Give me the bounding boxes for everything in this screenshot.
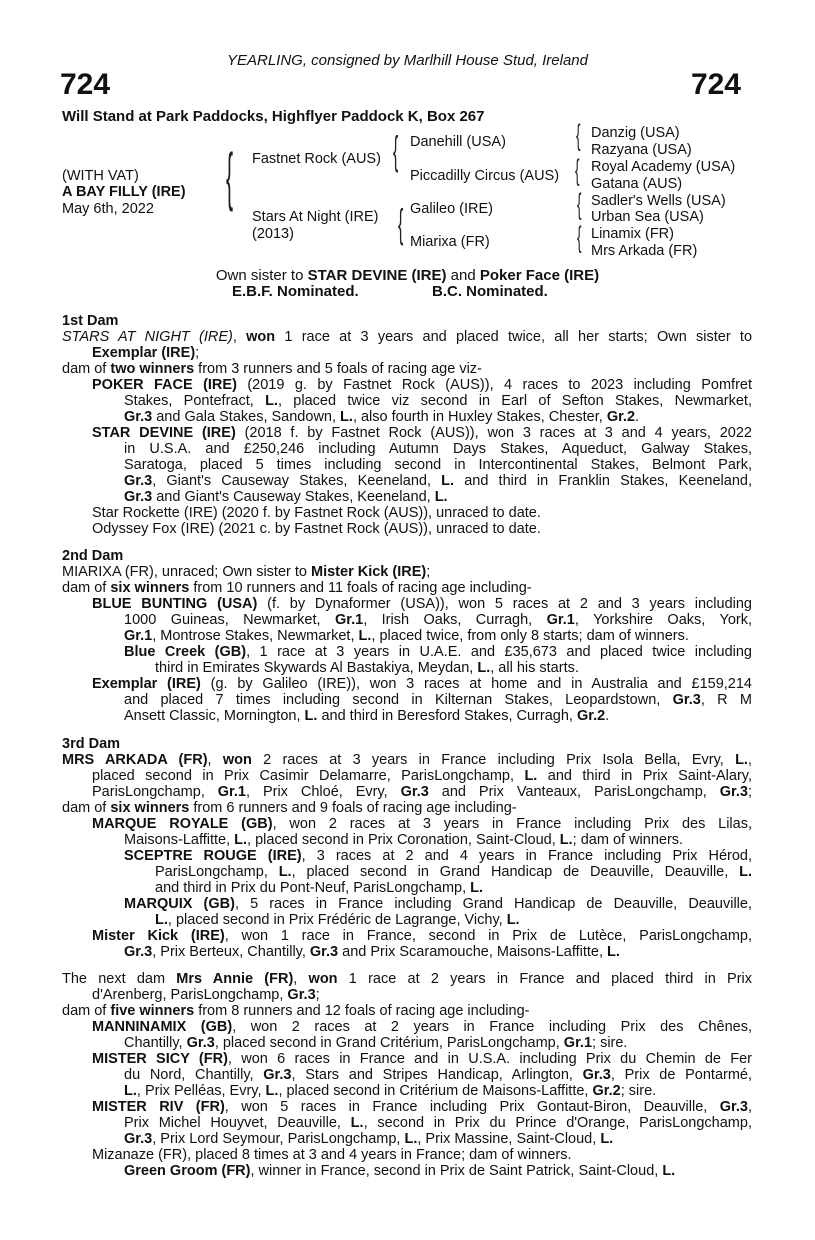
text-line: Gr.1, Montrose Stakes, Newmarket, L., placed twice, from only 8 starts; dam of winners. [124,628,689,644]
dam-dam: Miarixa (FR) [410,234,490,250]
text-line: POKER FACE (IRE) (2019 g. by Fastnet Rock (AUS)), 4 races to 2023 including Pomfret [92,377,752,393]
sire-sire: Danehill (USA) [410,134,506,150]
vat-note: (WITH VAT) [62,168,139,184]
text-line: Gr.3 and Giant's Causeway Stakes, Keeneland, L. [124,489,448,505]
dam-sire: Galileo (IRE) [410,201,493,217]
section-heading: 3rd Dam [62,736,121,752]
sire-dam: Piccadilly Circus (AUS) [410,168,560,184]
text-line: Gr.3 and Gala Stakes, Sandown, L., also fourth in Huxley Stakes, Chester, Gr.2. [124,409,640,425]
subject-name: A BAY FILLY (IRE) [62,184,186,200]
text-line: Star Rockette (IRE) (2020 f. by Fastnet Rock (AUS)), unraced to date. [92,505,541,521]
text-line: MANNINAMIX (GB), won 2 races at 2 years in France including Prix des Chênes, [92,1019,752,1035]
text-line: MIARIXA (FR), unraced; Own sister to Mister Kick (IRE); [62,564,431,580]
text-line: Prix Michel Houyvet, Deauville, L., second in Prix du Prince d'Orange, ParisLongchamp, [124,1115,752,1131]
text-line: Stakes, Pontefract, L., placed twice viz second in Earl of Sefton Stakes, Newmarket, [124,393,752,409]
text-line: dam of six winners from 6 runners and 9 foals of racing age including- [62,800,517,816]
consignment-line: YEARLING, consigned by Marlhill House Stud, Ireland [226,52,588,69]
text-line: Gr.3, Giant's Causeway Stakes, Keeneland, L. and third in Franklin Stakes, Keeneland, [124,473,752,489]
text-line: Blue Creek (GB), 1 race at 3 years in U.A.E. and £35,673 and placed twice including [124,644,752,660]
bc-nominated: B.C. Nominated. [432,283,548,300]
text-line: in U.S.A. and £250,246 including Autumn Days Stakes, Aqueduct, Galway Stakes, [124,441,752,457]
text-line: L., Prix Pelléas, Evry, L., placed second in Critérium de Maisons-Laffitte, Gr.2; sire. [124,1083,657,1099]
text-line: ParisLongchamp, L., placed second in Grand Handicap de Deauville, Deauville, L. [155,864,753,880]
brace-main: { [226,140,234,212]
text-line: STARS AT NIGHT (IRE), won 1 race at 3 years and placed twice, all her starts; Own sister to [62,329,753,345]
text-line: Gr.3, Prix Lord Seymour, ParisLongchamp, L., Prix Massine, Saint-Cloud, L. [124,1131,614,1147]
gg-sdd: Gatana (AUS) [591,176,683,192]
text-line: Ansett Classic, Mornington, L. and third in Beresford Stakes, Curragh, Gr.2. [124,708,610,724]
brace-sire: { [393,129,399,173]
text-line: STAR DEVINE (IRE) (2018 f. by Fastnet Rock (AUS)), won 3 races at 3 and 4 years, 2022 [92,425,752,441]
brace-dd: { [577,221,582,254]
lot-number-right: 724 [690,68,741,101]
text-line: dam of two winners from 3 runners and 5 foals of racing age viz- [62,361,482,377]
subject-dob: May 6th, 2022 [62,201,154,217]
text-line: Chantilly, Gr.3, placed second in Grand Critérium, ParisLongchamp, Gr.1; sire. [124,1035,628,1051]
text-line: d'Arenberg, ParisLongchamp, Gr.3; [92,987,320,1003]
brace-dam: { [398,202,404,246]
text-line: MISTER SICY (FR), won 6 races in France and in U.S.A. including Prix du Chemin de Fer [92,1051,752,1067]
text-line: Green Groom (FR), winner in France, second in Prix de Saint Patrick, Saint-Cloud, L. [124,1163,676,1179]
own-sister-note: Own sister to STAR DEVINE (IRE) and Poker Face (IRE) [215,267,600,284]
text-line: 1000 Guineas, Newmarket, Gr.1, Irish Oaks, Curragh, Gr.1, Yorkshire Oaks, York, [124,612,752,628]
brace-ds: { [577,188,582,221]
text-line: du Nord, Chantilly, Gr.3, Stars and Stripes Handicap, Arlington, Gr.3, Prix de Pontarmé, [124,1067,753,1083]
dam: Stars At Night (IRE) [252,209,379,225]
text-line: SCEPTRE ROUGE (IRE), 3 races at 2 and 4 years in France including Prix Hérod, [124,848,752,864]
gg-ssd: Razyana (USA) [591,142,692,158]
section-heading: 1st Dam [62,313,119,329]
text-line: third in Emirates Skywards Al Bastakiya, Meydan, L., all his starts. [155,660,579,676]
text-line: BLUE BUNTING (USA) (f. by Dynaformer (USA)), won 5 races at 2 and 3 years including [92,596,752,612]
brace-sd: { [575,154,580,187]
text-line: dam of five winners from 8 runners and 12 foals of racing age including- [62,1003,530,1019]
text-line: L., placed second in Prix Frédéric de Lagrange, Vichy, L. [155,912,520,928]
text-line: MARQUE ROYALE (GB), won 2 races at 3 years in France including Prix des Lilas, [92,816,752,832]
stand-location: Will Stand at Park Paddocks, Highflyer Paddock K, Box 267 [62,108,485,125]
text-line: Exemplar (IRE) (g. by Galileo (IRE)), won 3 races at home and in Australia and £159,214 [92,676,752,692]
lot-number-left: 724 [60,68,111,101]
ebf-nominated: E.B.F. Nominated. [232,283,359,300]
text-line: Saratoga, placed 5 times including second in Intercontinental Stakes, Belmont Park, [124,457,752,473]
text-line: MISTER RIV (FR), won 5 races in France including Prix Gontaut-Biron, Deauville, Gr.3, [92,1099,752,1115]
first-dam-section [62,313,752,537]
text-line: dam of six winners from 10 runners and 11 foals of racing age including- [62,580,532,596]
gg-sss: Danzig (USA) [591,125,680,141]
second-dam-section [62,548,752,724]
text-line: MARQUIX (GB), 5 races in France including Grand Handicap de Deauville, Deauville, [124,896,752,912]
text-line: MRS ARKADA (FR), won 2 races at 3 years in France including Prix Isola Bella, Evry, L., [62,752,752,768]
text-line: The next dam Mrs Annie (FR), won 1 race at 2 years in France and placed third in Prix [62,971,753,987]
gg-sds: Royal Academy (USA) [591,159,736,175]
gg-ddd: Mrs Arkada (FR) [591,243,698,259]
text-line: Mister Kick (IRE), won 1 race in France, second in Prix de Lutèce, ParisLongchamp, [92,928,752,944]
text-line: Mizanaze (FR), placed 8 times at 3 and 4 years in France; dam of winners. [92,1147,572,1163]
text-line: Maisons-Laffitte, L., placed second in Prix Coronation, Saint-Cloud, L.; dam of winners. [124,832,684,848]
section-heading: 2nd Dam [62,548,124,564]
text-line: and third in Prix du Pont-Neuf, ParisLongchamp, L. [155,880,484,896]
gg-dds: Linamix (FR) [591,226,674,242]
text-line: Odyssey Fox (IRE) (2021 c. by Fastnet Rock (AUS)), unraced to date. [92,521,541,537]
brace-ss: { [576,119,581,152]
sire: Fastnet Rock (AUS) [252,151,381,167]
dam-year: (2013) [252,226,294,242]
text-line: Exemplar (IRE); [92,345,200,361]
text-line: Gr.3, Prix Berteux, Chantilly, Gr.3 and Prix Scaramouche, Maisons-Laffitte, L. [124,944,620,960]
third-dam-section [62,736,752,960]
next-dam-section [62,971,752,1179]
text-line: and placed 7 times including second in Kilternan Stakes, Leopardstown, Gr.3, R M [124,692,752,708]
gg-dsd: Urban Sea (USA) [591,209,704,225]
text-line: ParisLongchamp, Gr.1, Prix Chloé, Evry, Gr.3 and Prix Vanteaux, ParisLongchamp, Gr.3; [92,784,753,800]
text-line: placed second in Prix Casimir Delamarre, ParisLongchamp, L. and third in Prix Saint-Alary, [92,768,752,784]
gg-dss: Sadler's Wells (USA) [591,193,726,209]
